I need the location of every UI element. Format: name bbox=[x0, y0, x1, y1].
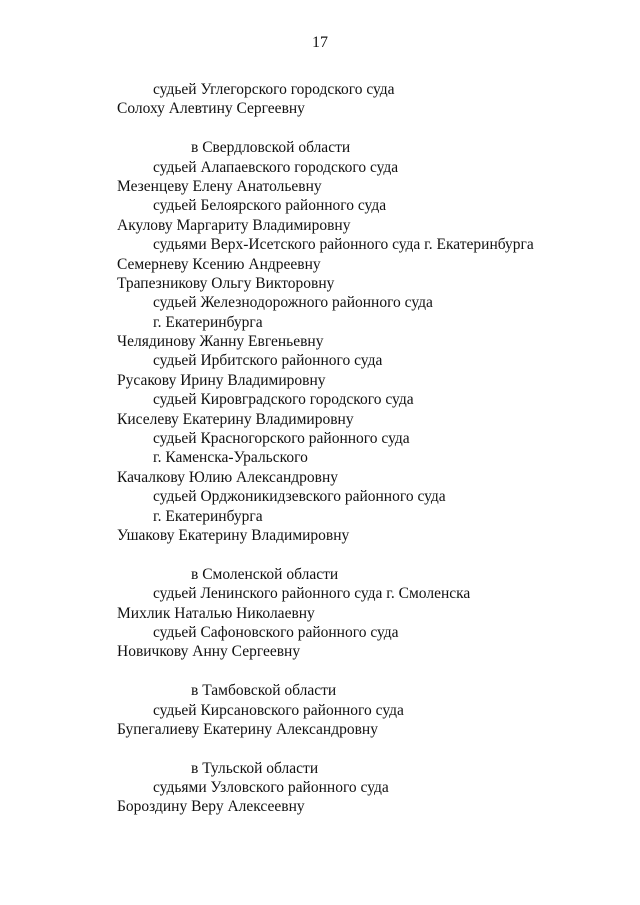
appointee-name-line: Качалкову Юлию Александровну bbox=[117, 468, 339, 486]
appointment-position-line: судьей Кирсановского районного суда bbox=[153, 701, 404, 719]
appointment-position-line: судьей Кировградского городского суда bbox=[153, 391, 414, 409]
appointment-position-line: судьей Ленинского районного суда г. Смоленска bbox=[153, 585, 471, 603]
appointment-position-line: судьей Ирбитского районного суда bbox=[153, 352, 383, 370]
appointee-name-line: Бороздину Веру Алексеевну bbox=[117, 798, 305, 816]
appointment-position-line: судьей Алапаевского городского суда bbox=[153, 158, 399, 176]
appointment-position-line: судьей Орджоникидзевского районного суда bbox=[153, 488, 446, 506]
appointee-name-line: Ушакову Екатерину Владимировну bbox=[117, 526, 350, 544]
appointment-position-line: судьей Белоярского районного суда bbox=[153, 197, 387, 215]
blank-spacer-line bbox=[0, 545, 640, 564]
document-body bbox=[0, 80, 640, 817]
appointee-name-line: Русакову Ирину Владимировну bbox=[117, 371, 326, 389]
blank-spacer-line bbox=[0, 739, 640, 758]
appointee-name-line: Бупегалиеву Екатерину Александровну bbox=[117, 720, 378, 738]
page-number: 17 bbox=[312, 34, 328, 51]
appointee-name-line: Трапезникову Ольгу Викторовну bbox=[117, 274, 335, 292]
region-heading: в Тульской области bbox=[191, 759, 319, 777]
appointee-name-line: Новичкову Анну Сергеевну bbox=[117, 643, 301, 661]
appointment-position-line: г. Каменска-Уральского bbox=[153, 449, 308, 467]
appointment-position-line: судьей Красногорского районного суда bbox=[153, 430, 410, 448]
blank-spacer-line bbox=[0, 119, 640, 138]
appointee-name-line: Мезенцеву Елену Анатольевну bbox=[117, 177, 322, 195]
appointee-name-line: Акулову Маргариту Владимировну bbox=[117, 216, 351, 234]
region-heading: в Свердловской области bbox=[191, 139, 351, 157]
appointee-name-line: Челядинову Жанну Евгеньевну bbox=[117, 333, 324, 351]
appointment-position-line: судьей Сафоновского районного суда bbox=[153, 623, 399, 641]
appointment-position-line: судьями Узловского районного суда bbox=[153, 779, 389, 797]
appointment-position-line: судьей Углегорского городского суда bbox=[153, 81, 395, 98]
blank-spacer-line bbox=[0, 662, 640, 681]
appointee-name-line: Солоху Алевтину Сергеевну bbox=[117, 100, 305, 118]
appointee-name-line: Семерневу Ксению Андреевну bbox=[117, 255, 321, 273]
appointment-position-line: судьей Железнодорожного районного суда bbox=[153, 294, 433, 312]
appointee-name-line: Михлик Наталью Николаевну bbox=[117, 604, 315, 622]
appointment-position-line: г. Екатеринбурга bbox=[153, 313, 263, 331]
appointment-position-line: г. Екатеринбурга bbox=[153, 507, 263, 525]
appointment-position-line: судьями Верх-Исетского районного суда г. Екатеринбурга bbox=[153, 236, 534, 254]
region-heading: в Смоленской области bbox=[191, 565, 339, 583]
appointee-name-line: Киселеву Екатерину Владимировну bbox=[117, 410, 354, 428]
region-heading: в Тамбовской области bbox=[191, 682, 337, 700]
